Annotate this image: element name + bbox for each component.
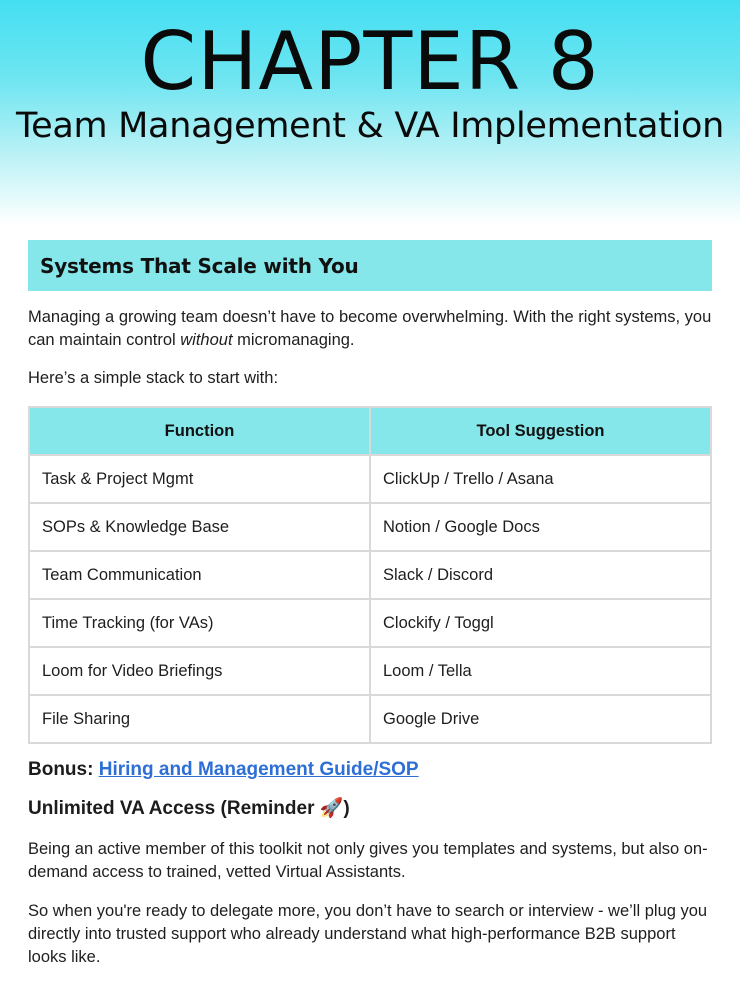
tool-cell: Clockify / Toggl [370,599,711,647]
intro-text-end: micromanaging. [232,331,355,349]
chapter-title: CHAPTER 8 [140,15,600,108]
tool-stack-table [28,406,712,744]
section-banner [28,240,712,291]
reminder-title: Unlimited VA Access (Reminder 🚀) [28,798,350,819]
tool-cell: Google Drive [370,695,711,743]
stack-intro: Here’s a simple stack to start with: [28,369,279,387]
table-row [29,647,711,695]
table-header-row [29,407,711,455]
reminder-paragraph-1: Being an active member of this toolkit not only gives you templates and systems, but also on-demand access to trained, vetted Virtual Assistants. [28,840,708,881]
tool-cell: ClickUp / Trello / Asana [370,455,711,503]
function-cell: File Sharing [29,695,370,743]
table-row [29,599,711,647]
section-title: Systems That Scale with You [40,253,359,278]
table-row [29,551,711,599]
tool-cell: Slack / Discord [370,551,711,599]
function-cell: Task & Project Mgmt [29,455,370,503]
function-cell: Time Tracking (for VAs) [29,599,370,647]
header-function: Function [29,407,370,455]
reminder-paragraph-2: So when you're ready to delegate more, you don’t have to search or interview - we’ll plug you directly into trusted support who already understand what high-performance B2B support looks like. [28,902,708,966]
bonus-label: Bonus: [28,759,99,780]
hiring-guide-link[interactable]: Hiring and Management Guide/SOP [98,759,419,780]
tool-cell: Notion / Google Docs [370,503,711,551]
function-cell: SOPs & Knowledge Base [29,503,370,551]
function-cell: Team Communication [29,551,370,599]
table-row [29,503,711,551]
function-cell: Loom for Video Briefings [29,647,370,695]
table-row [29,695,711,743]
bonus-line [28,758,718,782]
tool-cell: Loom / Tella [370,647,711,695]
chapter-header [0,0,740,225]
chapter-subtitle: Team Management & VA Implementation [16,106,724,146]
intro-paragraph [28,306,718,352]
intro-text-start: Managing a growing team doesn’t have to become overwhelming. With the right systems, you can maintain control [28,308,712,349]
header-tool-suggestion: Tool Suggestion [370,407,711,455]
intro-emphasis: without [180,331,233,349]
table-row [29,455,711,503]
